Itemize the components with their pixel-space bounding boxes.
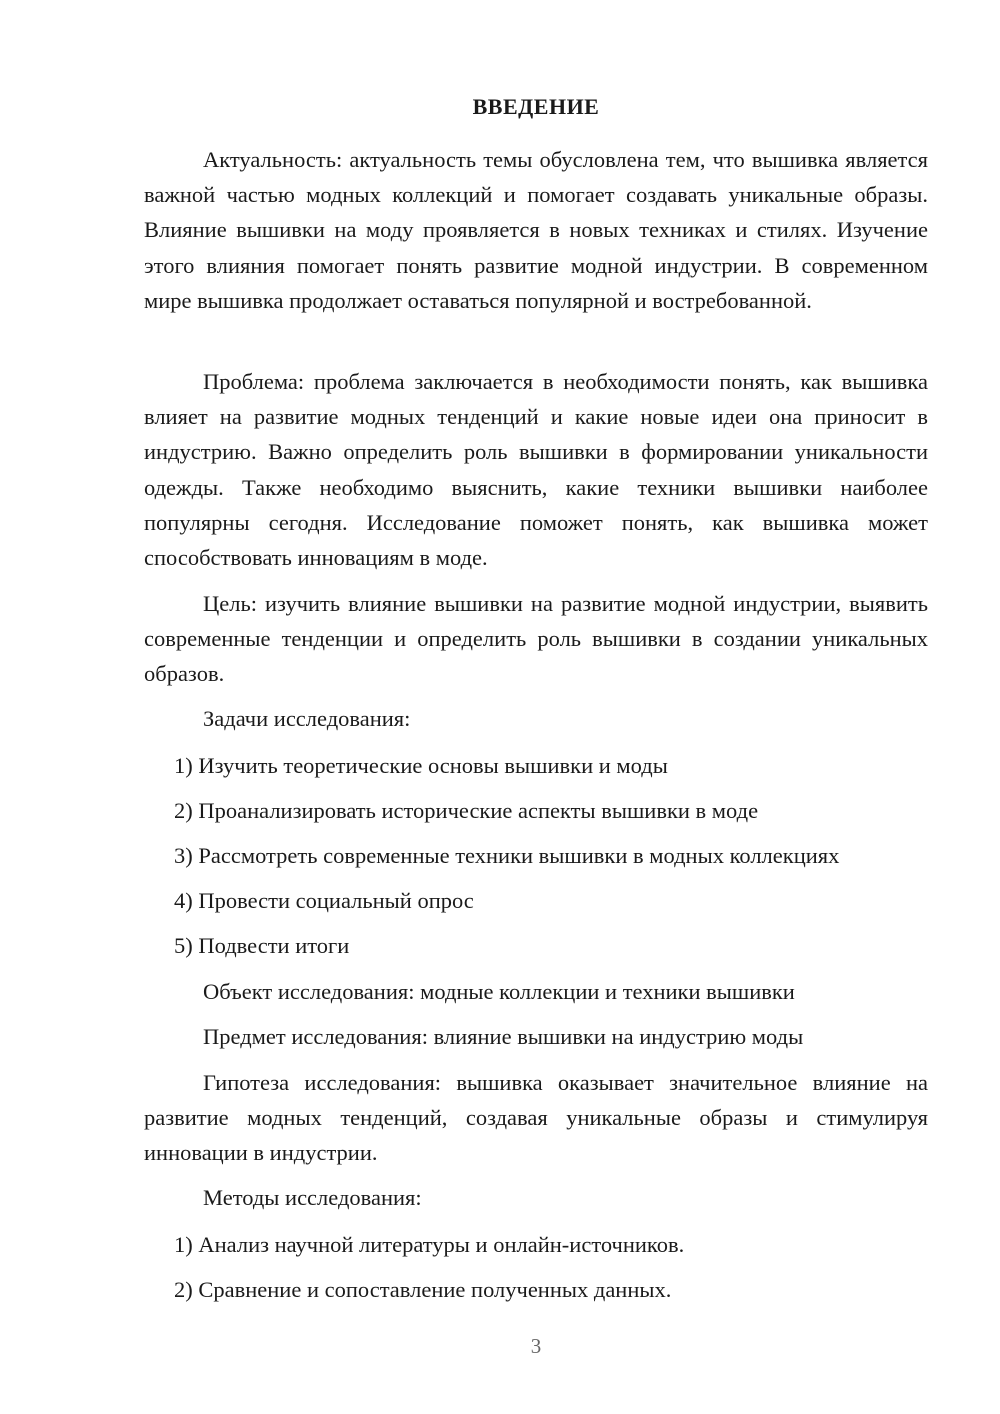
- method-item: 2) Сравнение и сопоставление полученных данных.: [174, 1277, 672, 1302]
- problem-paragraph: Проблема: проблема заключается в необходимости понять, как вышивка влияет на развитие модных тенденций и какие новые идеи она приносит в индустрию. Важно определить роль вышивки в формировании уникальности одежды. Также необходимо выяснить, какие техники вышивки наиболее популярны сегодня. Исследование поможет понять, как вышивка может способствовать инновациям в моде.: [144, 369, 928, 571]
- page-title: ВВЕДЕНИЕ: [472, 94, 600, 119]
- research-subject: Предмет исследования: влияние вышивки на индустрию моды: [203, 1024, 804, 1049]
- task-item: 5) Подвести итоги: [174, 933, 350, 958]
- methods-heading: Методы исследования:: [203, 1185, 422, 1210]
- task-item: 3) Рассмотреть современные техники вышивки в модных коллекциях: [174, 843, 840, 868]
- document-page: [144, 0, 928, 1414]
- relevance-paragraph: Актуальность: актуальность темы обусловлена тем, что вышивка является важной частью модных коллекций и помогает создавать уникальные образы. Влияние вышивки на моду проявляется в новых техниках и стилях. Изучение этого влияния помогает понять развитие модной индустрии. В современном мире вышивка продолжает оставаться популярной и востребованной.: [144, 147, 928, 313]
- hypothesis-paragraph: Гипотеза исследования: вышивка оказывает значительное влияние на развитие модных тенденций, создавая уникальные образы и стимулируя инновации в индустрии.: [144, 1070, 928, 1166]
- method-item: 1) Анализ научной литературы и онлайн-источников.: [174, 1232, 685, 1257]
- goal-paragraph: Цель: изучить влияние вышивки на развитие модной индустрии, выявить современные тенденции и определить роль вышивки в создании уникальных образов.: [144, 591, 928, 687]
- page-number: 3: [530, 1334, 542, 1358]
- tasks-heading: Задачи исследования:: [203, 706, 411, 731]
- task-item: 2) Проанализировать исторические аспекты вышивки в моде: [174, 798, 759, 823]
- task-item: 4) Провести социальный опрос: [174, 888, 474, 913]
- task-item: 1) Изучить теоретические основы вышивки и моды: [174, 753, 668, 778]
- research-object: Объект исследования: модные коллекции и техники вышивки: [203, 979, 795, 1004]
